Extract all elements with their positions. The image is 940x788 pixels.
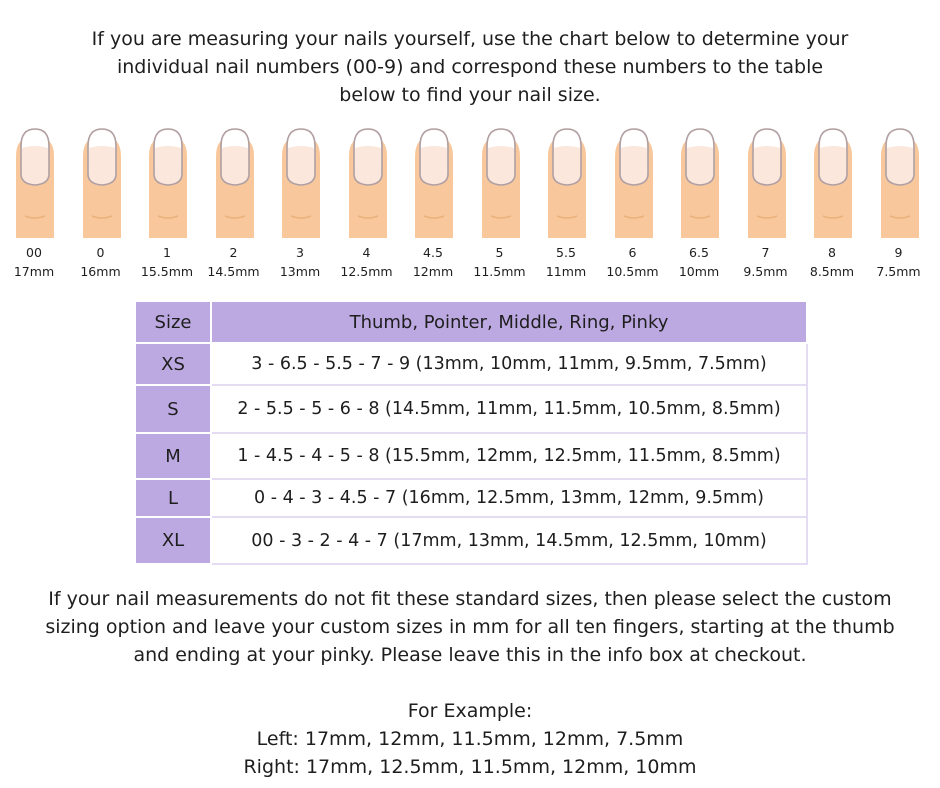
nail-number: 5 [495, 245, 504, 260]
nail-width-mm: 12.5mm [340, 264, 393, 279]
column-header-size: Size [135, 301, 211, 343]
nail-number: 6.5 [689, 245, 709, 260]
nail-icon [15, 126, 55, 238]
table-row [135, 343, 807, 385]
fingers-cell: 00 - 3 - 2 - 4 - 7 (17mm, 13mm, 14.5mm, 12.5mm, 10mm) [211, 517, 807, 564]
fingers-cell: 0 - 4 - 3 - 4.5 - 7 (16mm, 12.5mm, 13mm, 12mm, 9.5mm) [211, 479, 807, 517]
size-table [134, 300, 808, 565]
example-right: Right: 17mm, 12.5mm, 11.5mm, 12mm, 10mm [243, 756, 697, 778]
custom-sizing-text [20, 585, 920, 669]
outro-line: and ending at your pinky. Please leave this in the info box at checkout. [133, 644, 807, 666]
nail-width-mm: 11mm [545, 264, 587, 279]
nail-number: 9 [894, 245, 903, 260]
nail-icon [215, 126, 255, 238]
nail-icon [880, 126, 920, 238]
nail-icon [813, 126, 853, 238]
nail-number: 00 [26, 245, 42, 260]
example-block [20, 697, 920, 781]
nail-icon [614, 126, 654, 238]
nail-width-mm: 7.5mm [876, 264, 921, 279]
example-heading: For Example: [407, 700, 533, 722]
finger-nail-0 [2, 126, 66, 286]
finger-nail-1 [69, 126, 133, 286]
size-cell: XS [135, 343, 211, 385]
nail-number: 1 [163, 245, 171, 260]
intro-line: individual nail numbers (00-9) and correspond these numbers to the table [116, 56, 824, 78]
finger-nail-4 [268, 126, 332, 286]
table-row [135, 517, 807, 564]
nail-size-chart [0, 126, 940, 286]
finger-nail-10 [667, 126, 731, 286]
intro-line: below to find your nail size. [339, 84, 601, 106]
table-row [135, 479, 807, 517]
column-header-fingers: Thumb, Pointer, Middle, Ring, Pinky [211, 301, 807, 343]
nail-number: 0 [96, 245, 105, 260]
finger-nail-8 [534, 126, 598, 286]
finger-nail-12 [800, 126, 864, 286]
nail-number: 5.5 [556, 245, 576, 260]
size-cell: M [135, 433, 211, 479]
nail-width-mm: 12mm [412, 264, 454, 279]
nail-width-mm: 14.5mm [207, 264, 260, 279]
nail-number: 7 [761, 245, 770, 260]
nail-width-mm: 15.5mm [140, 264, 194, 279]
nail-icon [547, 126, 587, 238]
table-header-row [135, 301, 807, 343]
nail-width-mm: 10.5mm [606, 264, 659, 279]
table-row [135, 433, 807, 479]
finger-nail-13 [867, 126, 931, 286]
nail-icon [348, 126, 388, 238]
nail-number: 8 [828, 245, 836, 260]
nail-width-mm: 8.5mm [809, 264, 855, 279]
intro-text [40, 25, 900, 109]
finger-nail-6 [401, 126, 465, 286]
intro-line: If you are measuring your nails yourself, use the chart below to determine your [91, 28, 849, 50]
finger-nail-11 [734, 126, 798, 286]
nail-number: 6 [628, 245, 637, 260]
size-cell: XL [135, 517, 211, 564]
nail-icon [414, 126, 454, 238]
nail-icon [747, 126, 787, 238]
fingers-cell: 3 - 6.5 - 5.5 - 7 - 9 (13mm, 10mm, 11mm, 9.5mm, 7.5mm) [211, 343, 807, 385]
finger-nail-9 [601, 126, 665, 286]
nail-width-mm: 10mm [678, 264, 720, 279]
nail-width-mm: 11.5mm [473, 264, 526, 279]
nail-icon [82, 126, 122, 238]
nail-icon [148, 126, 188, 238]
finger-nail-2 [135, 126, 199, 286]
nail-icon [680, 126, 720, 238]
fingers-cell: 2 - 5.5 - 5 - 6 - 8 (14.5mm, 11mm, 11.5mm, 10.5mm, 8.5mm) [211, 385, 807, 433]
table-row [135, 385, 807, 433]
nail-number: 3 [296, 245, 304, 260]
nail-icon [281, 126, 321, 238]
size-cell: L [135, 479, 211, 517]
size-cell: S [135, 385, 211, 433]
fingers-cell: 1 - 4.5 - 4 - 5 - 8 (15.5mm, 12mm, 12.5mm, 11.5mm, 8.5mm) [211, 433, 807, 479]
example-left: Left: 17mm, 12mm, 11.5mm, 12mm, 7.5mm [256, 728, 684, 750]
outro-line: sizing option and leave your custom sizes in mm for all ten fingers, starting at the thumb [45, 616, 895, 638]
finger-nail-3 [202, 126, 266, 286]
nail-width-mm: 17mm [13, 264, 55, 279]
nail-number: 2 [229, 245, 238, 260]
outro-line: If your nail measurements do not fit these standard sizes, then please select the custom [48, 588, 892, 610]
nail-icon [481, 126, 521, 238]
finger-nail-7 [468, 126, 532, 286]
nail-number: 4 [362, 245, 371, 260]
nail-width-mm: 9.5mm [743, 264, 788, 279]
nail-width-mm: 13mm [279, 264, 321, 279]
finger-nail-5 [335, 126, 399, 286]
nail-width-mm: 16mm [80, 264, 121, 279]
nail-number: 4.5 [423, 245, 443, 260]
